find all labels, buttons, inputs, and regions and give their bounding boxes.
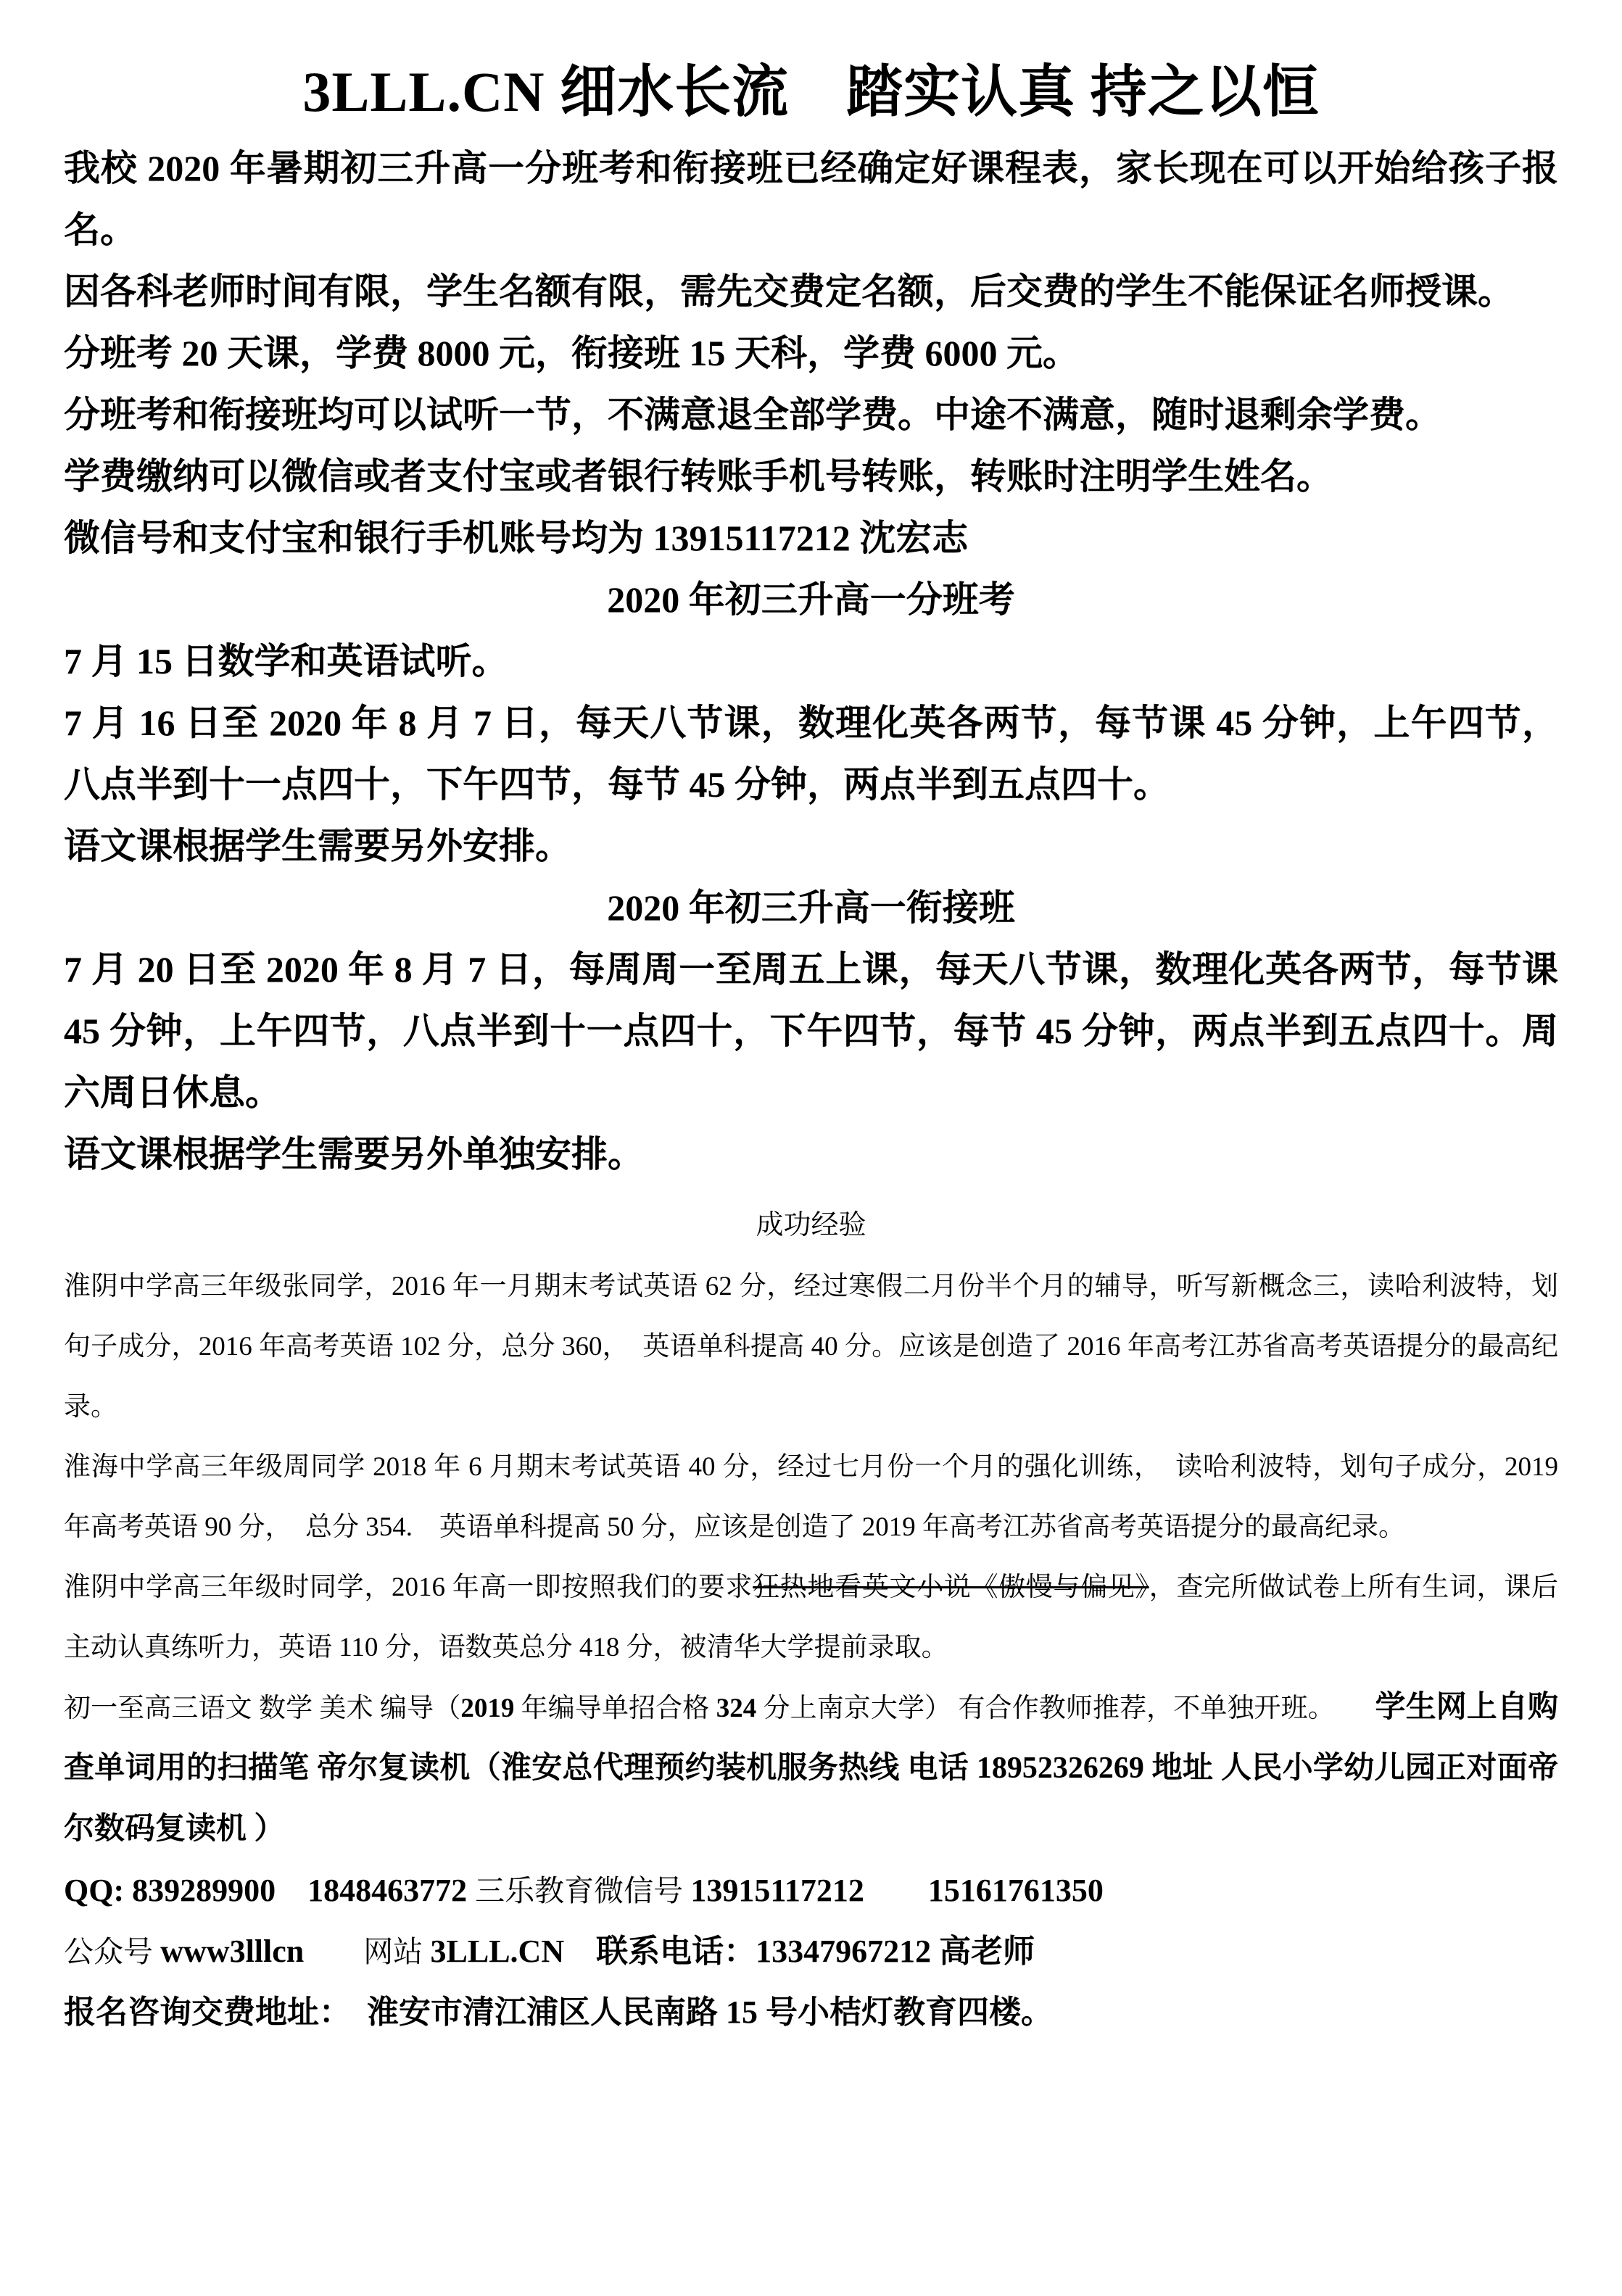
public-account-label: 公众号 — [64, 1934, 161, 1968]
courses-text-1: 初一至高三语文 数学 美术 编导（ — [64, 1693, 461, 1723]
courses-bold-note: 学生网上自购查单词用的扫描笔 帝尔复读机（淮安总代理预约装机服务热线 电话 18952326269 地址 人民小学幼儿园正对面帝尔数码复读机 ） — [64, 1690, 1558, 1846]
website-and-phone: 3LLL.CN 联系电话：13347967212 高老师 — [430, 1933, 1035, 1969]
courses-paragraph — [64, 1678, 1558, 1860]
contact-public-line — [64, 1921, 1558, 1982]
bridge-class-paragraph-2: 语文课根据学生需要另外单独安排。 — [64, 1133, 644, 1174]
wechat-label: 三乐教育微信号 — [475, 1873, 691, 1907]
bridge-class-paragraph-1: 7 月 20 日至 2020 年 8 月 7 日，每周周一至周五上课，每天八节课，数理化英各两节，每节课 45 分钟，上午四节，八点半到十一点四十，下午四节，每节 45 分钟，两点半到五点四十。周六周日休息。 — [64, 948, 1558, 1113]
wechat-numbers: 13915117212 15161761350 — [690, 1872, 1104, 1908]
contact-address-line: 报名咨询交费地址： 淮安市清江浦区人民南路 15 号小桔灯教育四楼。 — [64, 1994, 1053, 2030]
success-case-3 — [64, 1557, 1558, 1678]
intro-paragraph-3: 分班考 20 天课，学费 8000 元，衔接班 15 天科，学费 6000 元。 — [64, 332, 1079, 373]
qq-numbers: QQ: 839289900 1848463772 — [64, 1872, 476, 1908]
intro-paragraph-1: 我校 2020 年暑期初三升高一分班考和衔接班已经确定好课程表，家长现在可以开始给孩子报名。 — [64, 147, 1558, 250]
success-case-1: 淮阴中学高三年级张同学，2016 年一月期末考试英语 62 分，经过寒假二月份半个月的辅导，听写新概念三，读哈利波特，划句子成分，2016 年高考英语 102 分，总分 360， 英语单科提高 40 分。应该是创造了 2016 年高考江苏省高考英语提分的最高纪录。 — [64, 1271, 1558, 1422]
success-case-3-struck-text: 狂热地看英文小说《傲慢与偏见》 — [753, 1572, 1149, 1602]
success-case-2: 淮海中学高三年级周同学 2018 年 6 月期末考试英语 40 分，经过七月份一个月的强化训练， 读哈利波特，划句子成分，2019 年高考英语 90 分， 总分 354. 英语单科提高 50 分，应该是创造了 2019 年高考江苏省高考英语提分的最高纪录。 — [64, 1451, 1558, 1542]
section-heading-placement-exam: 2020 年初三升高一分班考 — [607, 579, 1015, 620]
success-case-3-after: ，查完所做试卷上所有生词，课后主动认真练听力，英语 110 分，语数英总分 418 分，被清华大学提前录取。 — [64, 1572, 1559, 1662]
intro-paragraph-5: 学费缴纳可以微信或者支付宝或者银行转账手机号转账，转账时注明学生姓名。 — [64, 455, 1333, 497]
intro-paragraph-6: 微信号和支付宝和银行手机账号均为 13915117212 沈宏志 — [64, 517, 969, 558]
courses-year-bold: 2019 — [460, 1693, 515, 1723]
courses-text-2: 年编导单招合格 — [514, 1693, 716, 1723]
success-case-3-before: 淮阴中学高三年级时同学，2016 年高一即按照我们的要求 — [64, 1572, 753, 1602]
public-account-value: www3lllcn — [160, 1933, 305, 1969]
intro-paragraph-4: 分班考和衔接班均可以试听一节，不满意退全部学费。中途不满意，随时退剩余学费。 — [64, 394, 1441, 435]
intro-paragraph-2: 因各科老师时间有限，学生名额有限，需先交费定名额，后交费的学生不能保证名师授课。 — [64, 270, 1514, 312]
success-heading: 成功经验 — [756, 1209, 866, 1240]
placement-exam-paragraph-3: 语文课根据学生需要另外安排。 — [64, 825, 571, 866]
page-title: 3LLL.CN 细水长流 踏实认真 持之以恒 — [302, 60, 1320, 123]
contact-qq-line — [64, 1860, 1558, 1921]
placement-exam-paragraph-1: 7 月 15 日数学和英语试听。 — [64, 640, 508, 681]
placement-exam-paragraph-2: 7 月 16 日至 2020 年 8 月 7 日，每天八节课，数理化英各两节，每节课 45 分钟，上午四节，八点半到十一点四十，下午四节，每节 45 分钟，两点半到五点四十。 — [64, 702, 1558, 805]
courses-text-3: 分上南京大学） 有合作教师推荐，不单独开班。 — [756, 1693, 1375, 1723]
website-label: 网站 — [304, 1934, 431, 1968]
section-heading-bridge-class: 2020 年初三升高一衔接班 — [607, 887, 1015, 928]
courses-score-bold: 324 — [716, 1693, 757, 1723]
